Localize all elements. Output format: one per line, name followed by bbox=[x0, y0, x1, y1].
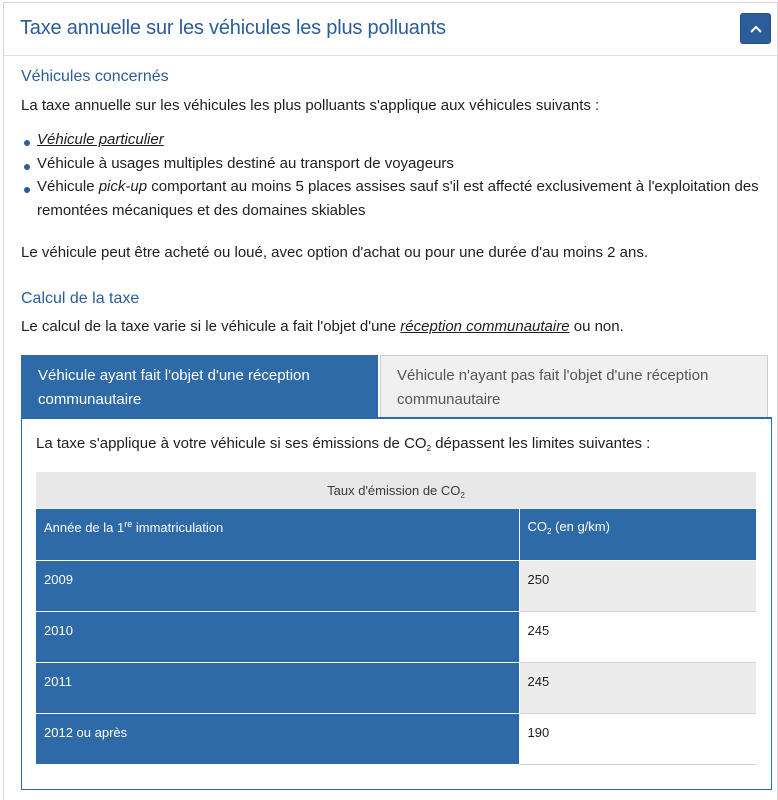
row-year: 2009 bbox=[36, 560, 519, 611]
table-row bbox=[36, 713, 756, 764]
calcul-text bbox=[21, 318, 624, 335]
row-value: 245 bbox=[519, 611, 756, 662]
tab-intro-pre: La taxe s'applique à votre véhicule si ses émissions de CO bbox=[36, 435, 427, 452]
row-year: 2011 bbox=[36, 662, 519, 713]
tab-intro-sub: 2 bbox=[426, 444, 432, 453]
link-vehicule-particulier[interactable]: Véhicule particulier bbox=[37, 131, 164, 148]
caption-sub: 2 bbox=[460, 491, 465, 500]
section-title-calcul: Calcul de la taxe bbox=[21, 290, 140, 307]
list-item bbox=[21, 128, 771, 152]
calcul-text-pre: Le calcul de la taxe varie si le véhicule a fait l'objet d'une bbox=[21, 318, 401, 335]
list-item-text: Véhicule à usages multiples destiné au transport de voyageurs bbox=[37, 154, 454, 172]
table-caption bbox=[36, 472, 756, 509]
row-value: 245 bbox=[519, 662, 756, 713]
tab-panel bbox=[21, 417, 772, 790]
link-reception-communautaire[interactable]: réception communautaire bbox=[400, 318, 570, 335]
collapse-button[interactable] bbox=[740, 13, 771, 44]
table-row bbox=[36, 560, 756, 611]
tab-with-reception[interactable]: Véhicule ayant fait l'objet d'une réception communautaire bbox=[21, 355, 378, 417]
header-co2-sub: 2 bbox=[547, 527, 552, 536]
row-year: 2010 bbox=[36, 611, 519, 662]
header-co2-pre: CO bbox=[527, 519, 547, 534]
chevron-up-icon bbox=[749, 24, 763, 34]
list-item-text-em: pick-up bbox=[98, 178, 148, 195]
calcul-text-post: ou non. bbox=[569, 318, 624, 335]
table-row bbox=[36, 662, 756, 713]
vehicle-note: Le véhicule peut être acheté ou loué, avec option d'achat ou pour une durée d'au moins 2 ans. bbox=[21, 244, 649, 261]
row-year: 2012 ou après bbox=[36, 713, 519, 764]
caption-pre: Taux d'émission de CO bbox=[327, 483, 461, 498]
panel-title: Taxe annuelle sur les véhicules les plus polluants bbox=[20, 17, 446, 39]
list-item-text-pre: Véhicule bbox=[37, 178, 99, 195]
bullet-icon bbox=[24, 140, 30, 146]
vehicles-intro: La taxe annuelle sur les véhicules les plus polluants s'applique aux véhicules suivants : bbox=[21, 97, 600, 114]
list-item-text-post: comportant au moins 5 places assises sauf s'il est affecté exclusivement à l'exploitation des remontées mécaniques et des domaines skiables bbox=[37, 178, 759, 219]
bullet-icon bbox=[24, 187, 30, 193]
co2-table bbox=[36, 472, 756, 765]
header-co2-post: (en g/km) bbox=[551, 519, 610, 534]
tab-intro-post: dépassent les limites suivantes : bbox=[431, 435, 651, 452]
panel-header[interactable] bbox=[4, 3, 777, 56]
tab-intro bbox=[36, 435, 650, 453]
list-item bbox=[21, 152, 771, 176]
table-header-row bbox=[36, 509, 756, 560]
tax-panel bbox=[3, 2, 778, 800]
list-item bbox=[21, 175, 771, 222]
row-value: 250 bbox=[519, 560, 756, 611]
row-value: 190 bbox=[519, 713, 756, 764]
vehicle-list bbox=[21, 128, 771, 222]
table-row bbox=[36, 611, 756, 662]
tab-list bbox=[21, 355, 768, 417]
header-year-post: immatriculation bbox=[132, 520, 224, 535]
header-year-sup: re bbox=[124, 519, 133, 529]
header-year-pre: Année de la 1 bbox=[44, 520, 125, 535]
header-co2 bbox=[519, 509, 756, 560]
section-title-vehicles: Véhicules concernés bbox=[21, 68, 169, 85]
header-year bbox=[36, 509, 519, 560]
bullet-icon bbox=[24, 164, 30, 170]
tab-without-reception[interactable]: Véhicule n'ayant pas fait l'objet d'une réception communautaire bbox=[380, 355, 768, 417]
